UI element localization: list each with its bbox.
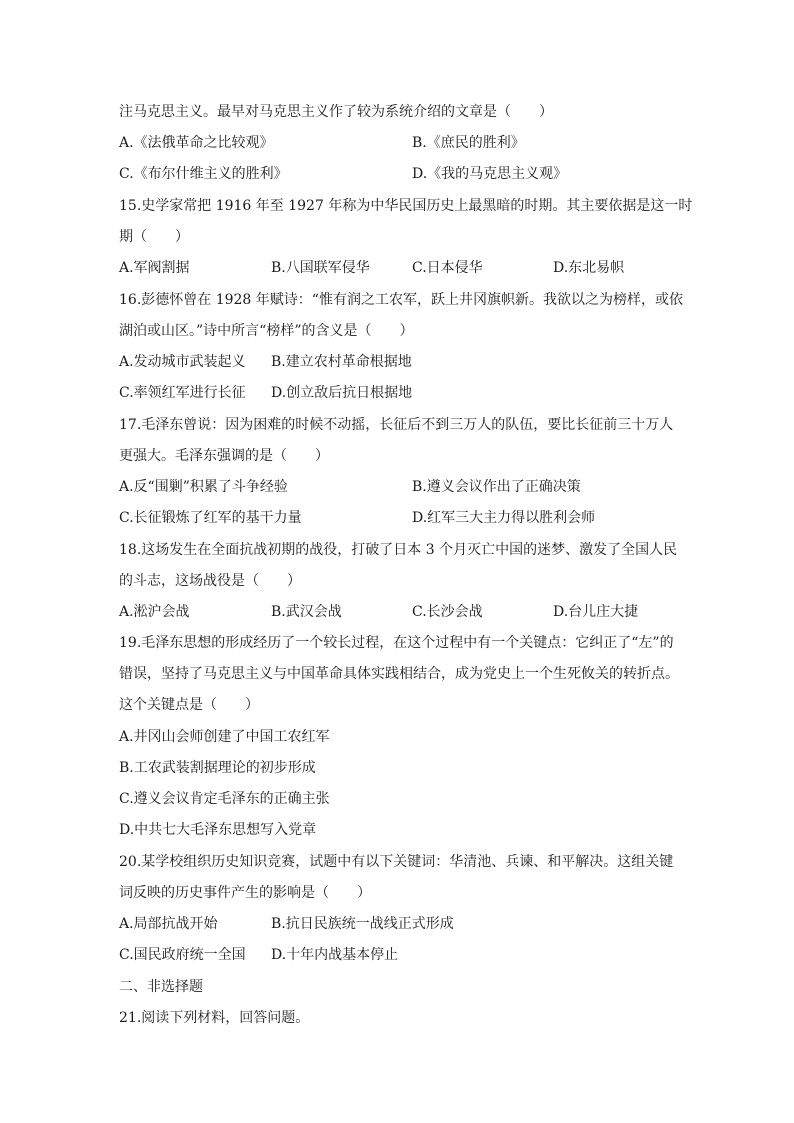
question-15-line-2: 期（ ） — [119, 229, 189, 245]
option-c: C.《布尔什维主义的胜利》 — [119, 166, 288, 182]
option-b: B.建立农村革命根据地 — [271, 354, 412, 370]
question-19-line-3: 这个关键点是（ ） — [119, 697, 259, 713]
option-c: C.遵义会议肯定毛泽东的正确主张 — [119, 791, 330, 807]
option-b: B.遵义会议作出了正确决策 — [412, 479, 581, 495]
option-b: B.工农武装割据理论的初步形成 — [119, 760, 316, 776]
option-d: D.东北易帜 — [553, 260, 625, 276]
option-c: C.日本侵华 — [412, 260, 483, 276]
option-a: A.反“围剿”积累了斗争经验 — [119, 479, 288, 495]
option-b: B.抗日民族统一战线正式形成 — [271, 916, 454, 932]
option-c: C.长征锻炼了红军的基干力量 — [119, 510, 302, 526]
option-d: D.红军三大主力得以胜利会师 — [412, 510, 596, 526]
option-a: A.发动城市武装起义 — [119, 354, 246, 370]
question-16-line-2: 湖泊或山区。”诗中所言“榜样”的含义是（ ） — [119, 323, 414, 339]
question-15-line-1: 15.史学家常把 1916 年至 1927 年称为中华民国历史上最黑暗的时期。其主要依据是这一时 — [119, 198, 693, 214]
option-d: D.十年内战基本停止 — [271, 947, 399, 963]
question-19-line-1: 19.毛泽东思想的形成经历了一个较长过程，在这个过程中有一个关键点：它纠正了“左”的 — [119, 635, 674, 651]
option-d: D.台儿庄大捷 — [553, 604, 639, 620]
option-b: B.《庶民的胜利》 — [412, 135, 525, 151]
section-heading: 二、非选择题 — [119, 979, 203, 995]
question-17-line-1: 17.毛泽东曾说：因为困难的时候不动摇，长征后不到三万人的队伍，要比长征前三十万人 — [119, 417, 674, 433]
question-18-line-2: 的斗志，这场战役是（ ） — [119, 573, 301, 589]
option-d: D.中共七大毛泽东思想写入党章 — [119, 822, 317, 838]
question-20-line-1: 20.某学校组织历史知识竞赛，试题中有以下关键词：华清池、兵谏、和平解决。这组关键 — [119, 854, 674, 870]
question-text: 注马克思主义。最早对马克思主义作了较为系统介绍的文章是（ ） — [119, 104, 553, 120]
option-c: C.率领红军进行长征 — [119, 385, 246, 401]
question-17-line-2: 更强大。毛泽东强调的是（ ） — [119, 448, 329, 464]
option-a: A.《法俄革命之比较观》 — [119, 135, 274, 151]
option-c: C.长沙会战 — [412, 604, 483, 620]
option-b: B.武汉会战 — [271, 604, 342, 620]
option-a: A.局部抗战开始 — [119, 916, 218, 932]
question-18-line-1: 18.这场发生在全面抗战初期的战役，打破了日本 3 个月灭亡中国的迷梦、激发了全国人民 — [119, 542, 678, 558]
option-a: A.军阀割据 — [119, 260, 190, 276]
option-c: C.国民政府统一全国 — [119, 947, 246, 963]
option-d: D.创立敌后抗日根据地 — [271, 385, 413, 401]
question-19-line-2: 错误，坚持了马克思主义与中国革命具体实践相结合，成为党史上一个生死攸关的转折点。 — [119, 666, 679, 682]
question-21-line-1: 21.阅读下列材料，回答问题。 — [119, 1010, 310, 1026]
option-a: A.井冈山会师创建了中国工农红军 — [119, 729, 330, 745]
option-a: A.淞沪会战 — [119, 604, 190, 620]
question-16-line-1: 16.彭德怀曾在 1928 年赋诗：“惟有润之工农军，跃上井冈旗帜新。我欲以之为榜样，或依 — [119, 292, 683, 308]
question-20-line-2: 词反映的历史事件产生的影响是（ ） — [119, 885, 371, 901]
option-b: B.八国联军侵华 — [271, 260, 370, 276]
option-d: D.《我的马克思主义观》 — [412, 166, 568, 182]
